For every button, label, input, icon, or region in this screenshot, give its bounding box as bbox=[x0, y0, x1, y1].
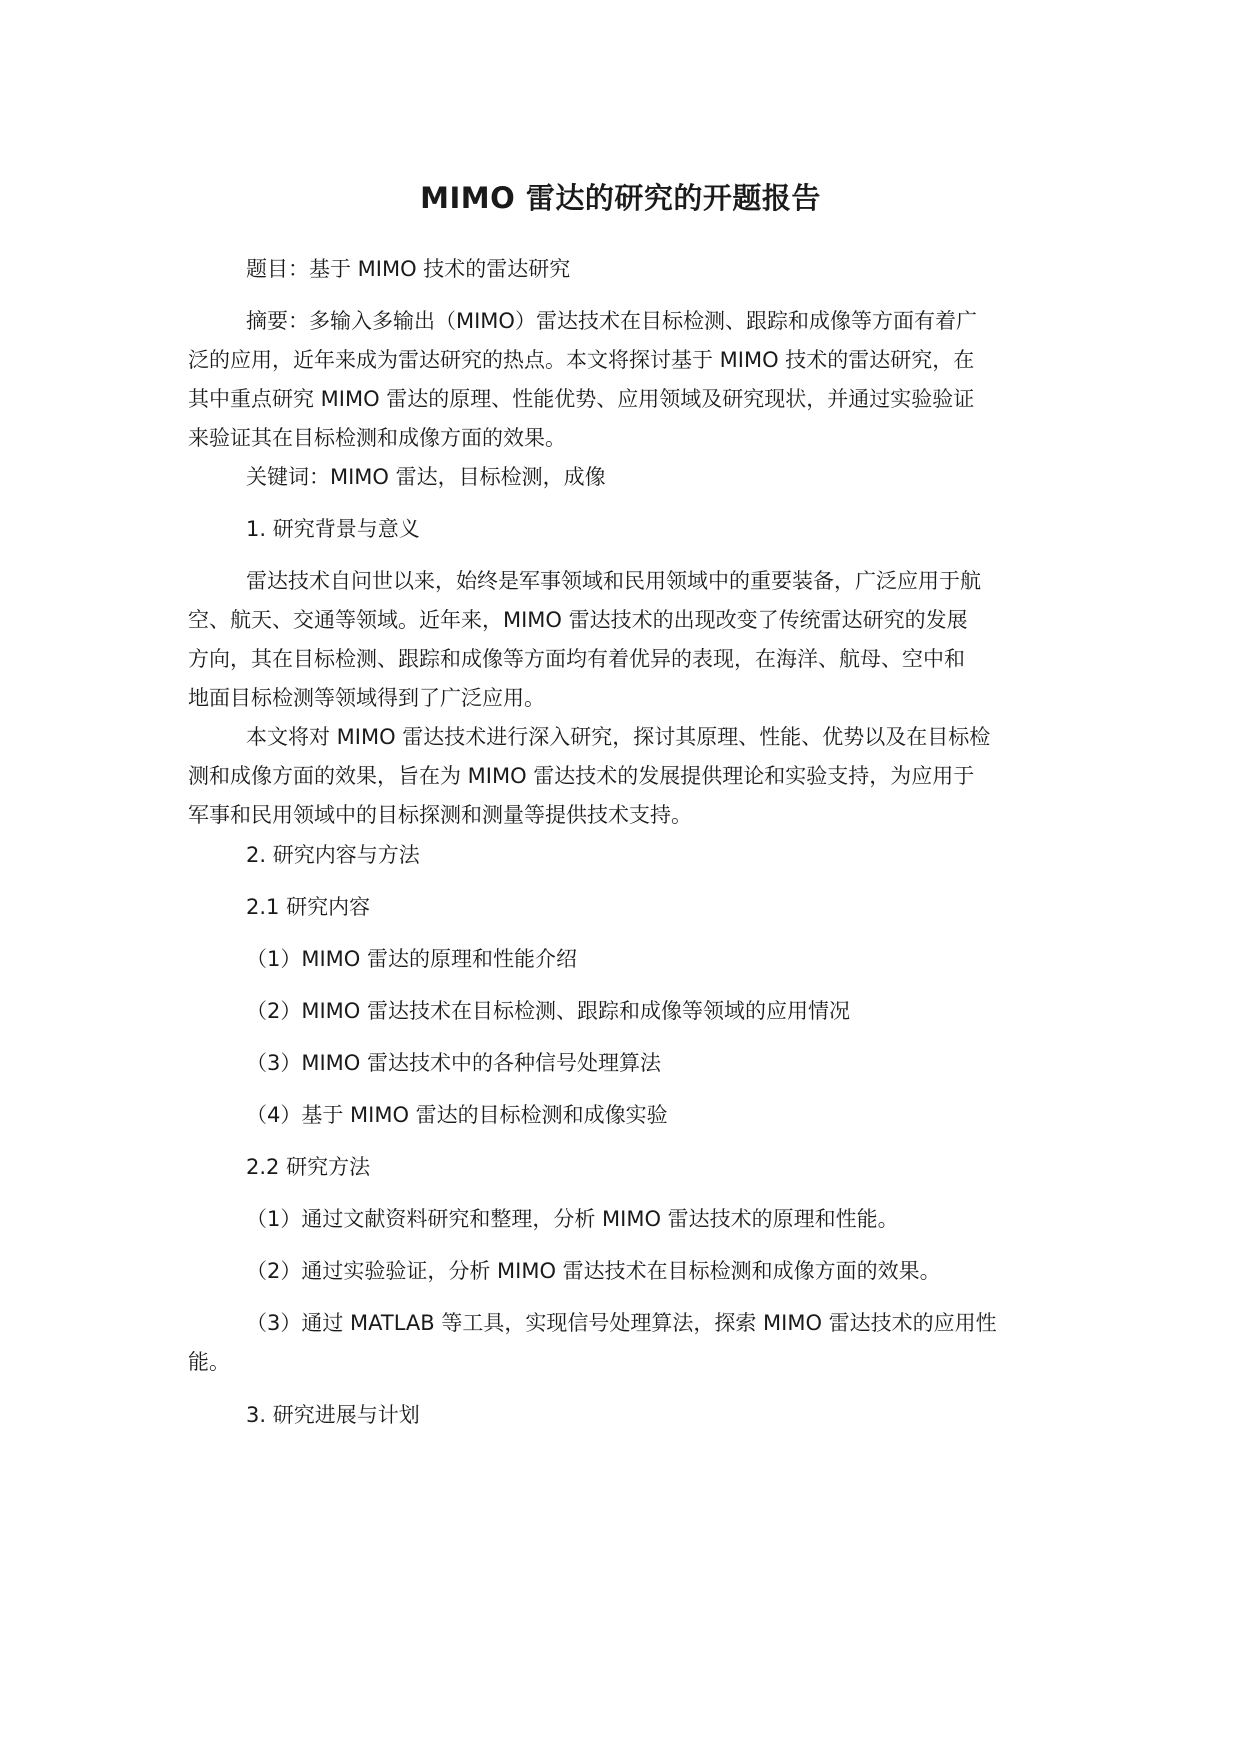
subject-text: 题目：基于 MIMO 技术的雷达研究 bbox=[246, 257, 571, 281]
list-item: （3）通过 MATLAB 等工具，实现信号处理算法，探索 MIMO 雷达技术的应用性 bbox=[246, 1311, 997, 1335]
method-item bbox=[188, 1200, 1056, 1239]
background-paragraph bbox=[188, 562, 1056, 718]
paragraph-line: 本文将对 MIMO 雷达技术进行深入研究，探讨其原理、性能、优势以及在目标检 bbox=[246, 725, 991, 749]
paragraph-line: 空、航天、交通等领域。近年来，MIMO 雷达技术的出现改变了传统雷达研究的发展 bbox=[188, 608, 968, 632]
paragraph-line: 方向，其在目标检测、跟踪和成像等方面均有着优异的表现，在海洋、航母、空中和 bbox=[188, 647, 965, 671]
content-item bbox=[188, 1044, 1056, 1083]
paragraph-line: 地面目标检测等领域得到了广泛应用。 bbox=[188, 686, 545, 710]
content-item bbox=[188, 940, 1056, 979]
section-1-heading bbox=[188, 510, 1056, 549]
keywords-text: 关键词：MIMO 雷达，目标检测，成像 bbox=[246, 465, 606, 489]
abstract-line: 摘要：多输入多输出（MIMO）雷达技术在目标检测、跟踪和成像等方面有着广 bbox=[246, 309, 977, 333]
content-item bbox=[188, 1096, 1056, 1135]
paragraph-line: 雷达技术自问世以来，始终是军事领域和民用领域中的重要装备，广泛应用于航 bbox=[246, 569, 981, 593]
document-title: MIMO 雷达的研究的开题报告 bbox=[420, 181, 821, 215]
subsection-2-2-heading bbox=[188, 1148, 1056, 1187]
subsection-heading: 2.2 研究方法 bbox=[246, 1155, 371, 1179]
content-item bbox=[188, 992, 1056, 1031]
list-item-continuation: 能。 bbox=[188, 1350, 230, 1374]
section-2-heading bbox=[188, 836, 1056, 875]
section-heading: 2. 研究内容与方法 bbox=[246, 843, 420, 867]
list-item: （1）通过文献资料研究和整理，分析 MIMO 雷达技术的原理和性能。 bbox=[246, 1207, 899, 1231]
keywords-line bbox=[188, 458, 1056, 497]
abstract-line: 泛的应用，近年来成为雷达研究的热点。本文将探讨基于 MIMO 技术的雷达研究，在 bbox=[188, 348, 975, 372]
list-item: （1）MIMO 雷达的原理和性能介绍 bbox=[246, 947, 577, 971]
section-3-heading bbox=[188, 1396, 1056, 1435]
abstract-line: 其中重点研究 MIMO 雷达的原理、性能优势、应用领域及研究现状，并通过实验验证 bbox=[188, 387, 975, 411]
list-item: （2）通过实验验证，分析 MIMO 雷达技术在目标检测和成像方面的效果。 bbox=[246, 1259, 941, 1283]
method-item bbox=[188, 1304, 1056, 1382]
abstract-line: 来验证其在目标检测和成像方面的效果。 bbox=[188, 426, 566, 450]
abstract-paragraph bbox=[188, 302, 1056, 458]
section-heading: 3. 研究进展与计划 bbox=[246, 1403, 420, 1427]
subsection-heading: 2.1 研究内容 bbox=[246, 895, 371, 919]
paragraph-line: 军事和民用领域中的目标探测和测量等提供技术支持。 bbox=[188, 803, 692, 827]
method-item bbox=[188, 1252, 1056, 1291]
list-item: （4）基于 MIMO 雷达的目标检测和成像实验 bbox=[246, 1103, 668, 1127]
list-item: （2）MIMO 雷达技术在目标检测、跟踪和成像等领域的应用情况 bbox=[246, 999, 850, 1023]
subsection-2-1-heading bbox=[188, 888, 1056, 927]
significance-paragraph bbox=[188, 718, 1056, 835]
paragraph-line: 测和成像方面的效果，旨在为 MIMO 雷达技术的发展提供理论和实验支持，为应用于 bbox=[188, 764, 975, 788]
list-item: （3）MIMO 雷达技术中的各种信号处理算法 bbox=[246, 1051, 661, 1075]
section-heading: 1. 研究背景与意义 bbox=[246, 517, 420, 541]
subject-line bbox=[188, 250, 1056, 289]
